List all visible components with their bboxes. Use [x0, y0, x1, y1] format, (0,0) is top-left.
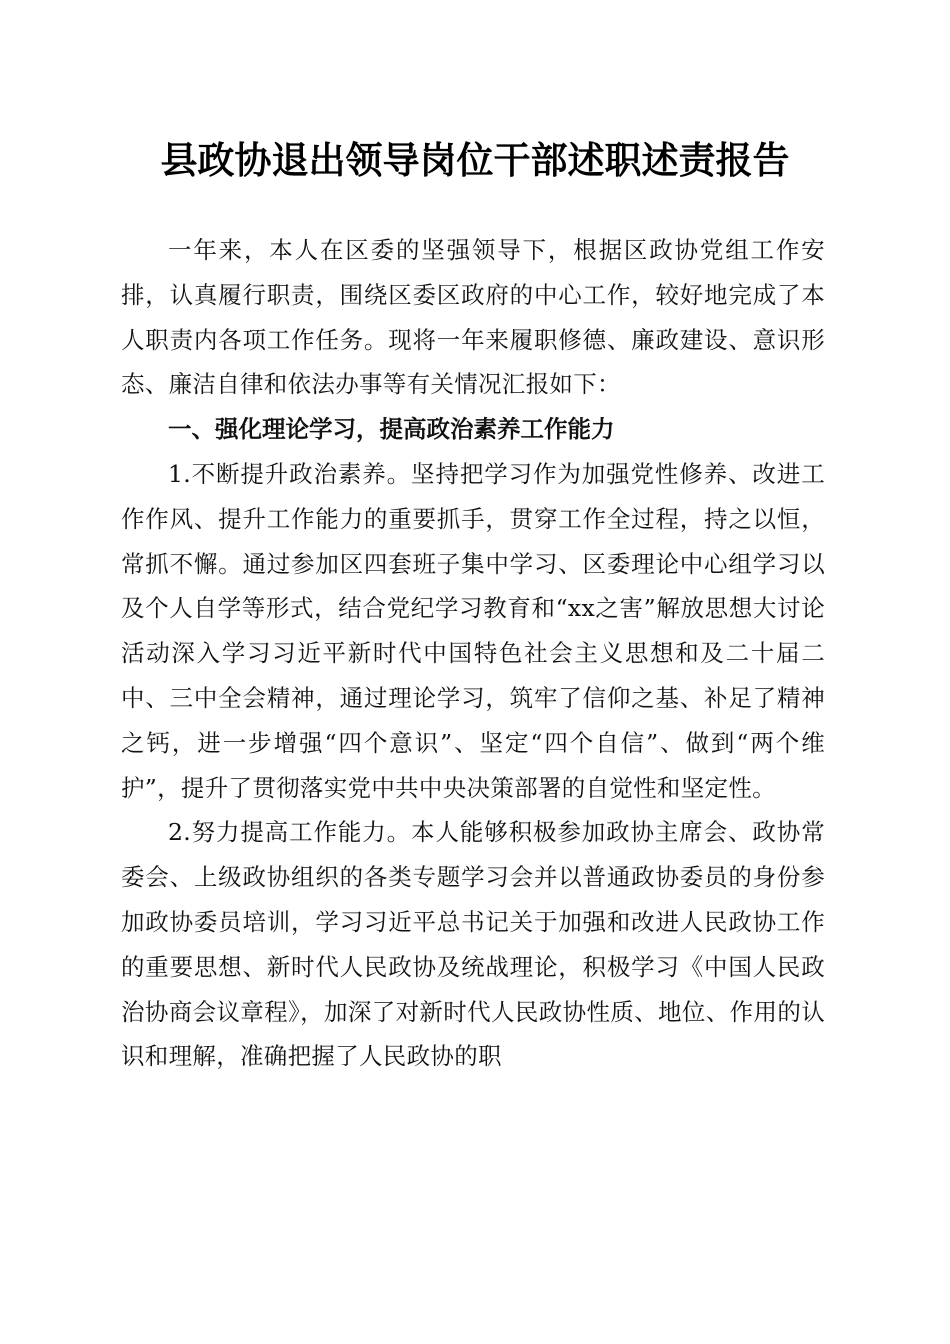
section-heading: 一、强化理论学习，提高政治素养工作能力	[168, 415, 615, 444]
intro-paragraph: 一年来，本人在区委的坚强领导下，根据区政协党组工作安排，认真履行职责，围绕区委区政府的中心工作，较好地完成了本人职责内各项工作任务。现将一年来履职修德、廉政建设、意识形态、廉洁自律和依法办事等有关情况汇报如下：	[121, 236, 825, 399]
document-title: 县政协退出领导岗位干部述职述责报告	[160, 138, 790, 182]
body-paragraph: 1.不断提升政治素养。坚持把学习作为加强党性修养、改进工作作风、提升工作能力的重要抓手，贯穿工作全过程，持之以恒，常抓不懈。通过参加区四套班子集中学习、区委理论中心组学习以及个人自学等形式，结合党纪学习教育和“xx之害”解放思想大讨论活动深入学习习近平新时代中国特色社会主义思想和及二十届二中、三中全会精神，通过理论学习，筑牢了信仰之基、补足了精神之钙，进一步增强“四个意识”、坚定“四个自信”、做到“两个维护”，提升了贯彻落实党中共中央决策部署的自觉性和坚定性。	[121, 459, 825, 802]
document-body	[121, 228, 825, 1079]
body-paragraph: 2.努力提高工作能力。本人能够积极参加政协主席会、政协常委会、上级政协组织的各类专题学习会并以普通政协委员的身份参加政协委员培训，学习习近平总书记关于加强和改进人民政协工作的重要思想、新时代人民政协及统战理论，积极学习《中国人民政治协商会议章程》，加深了对新时代人民政协性质、地位、作用的认识和理解，准确把握了人民政协的职	[121, 818, 825, 1071]
